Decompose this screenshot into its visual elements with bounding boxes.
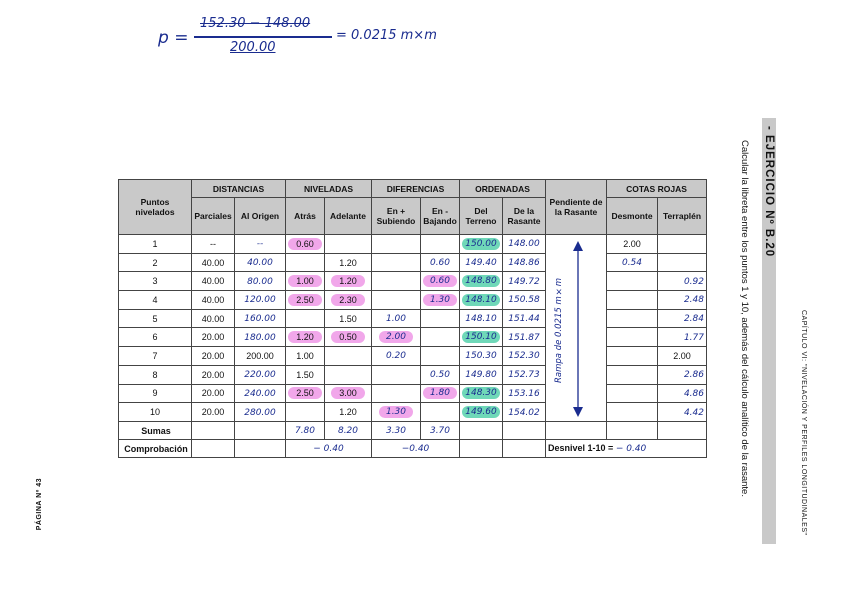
table-row bbox=[119, 403, 707, 422]
cell-p bbox=[119, 403, 192, 422]
table-row bbox=[119, 309, 707, 328]
chapter-title: CAPÍTULO VI: "NIVELACIÓN Y PERFILES LONGITUDINALES" bbox=[800, 310, 807, 536]
value-trp: 2.00 bbox=[673, 350, 691, 361]
value-p: 9 bbox=[152, 388, 158, 399]
header-rasante: De la Rasante bbox=[503, 198, 546, 235]
value-ade: 3.00 bbox=[331, 387, 365, 399]
cell-des bbox=[607, 235, 658, 254]
table-row bbox=[119, 235, 707, 254]
value-baj: 0.50 bbox=[429, 370, 451, 381]
cell-ter bbox=[460, 291, 503, 310]
header-al-origen: Al Origen bbox=[235, 198, 286, 235]
formula-result: = 0.0215 m×m bbox=[336, 28, 437, 43]
table-row bbox=[119, 253, 707, 272]
value-ade: 1.50 bbox=[339, 313, 357, 324]
cell-ori bbox=[235, 272, 286, 291]
value-ade: 0.50 bbox=[331, 331, 365, 343]
cell-des bbox=[607, 253, 658, 272]
fraction-bar bbox=[194, 36, 332, 38]
table-row bbox=[119, 384, 707, 403]
value-ade: 2.30 bbox=[331, 294, 365, 306]
cell-ade bbox=[325, 272, 372, 291]
cell-par bbox=[192, 384, 235, 403]
sumas-label: Sumas bbox=[119, 422, 192, 440]
cell-ori bbox=[235, 365, 286, 384]
value-atr: 1.00 bbox=[288, 275, 322, 287]
value-ori: 220.00 bbox=[244, 370, 276, 381]
cell-p bbox=[119, 272, 192, 291]
cell-ori bbox=[235, 253, 286, 272]
value-atr: 1.00 bbox=[296, 350, 314, 361]
formula-lhs: p = bbox=[158, 28, 189, 48]
cell-baj bbox=[421, 309, 460, 328]
header-subiendo: En + Subiendo bbox=[372, 198, 421, 235]
cell-ori bbox=[235, 384, 286, 403]
header-distancias: DISTANCIAS bbox=[192, 180, 286, 198]
value-ter: 150.30 bbox=[465, 351, 497, 362]
slope-formula bbox=[158, 12, 458, 62]
header-puntos: Puntos nivelados bbox=[119, 180, 192, 235]
value-par: 40.00 bbox=[201, 294, 225, 305]
cell-par bbox=[192, 235, 235, 254]
cell-baj bbox=[421, 365, 460, 384]
cell-ras bbox=[503, 309, 546, 328]
comprobacion-label: Comprobación bbox=[119, 440, 192, 458]
cell-sub bbox=[372, 347, 421, 366]
cell-ras bbox=[503, 235, 546, 254]
value-ras: 151.44 bbox=[508, 314, 540, 325]
cell-ter bbox=[460, 253, 503, 272]
cell-ade bbox=[325, 235, 372, 254]
header-ordenadas: ORDENADAS bbox=[460, 180, 546, 198]
cell-atr bbox=[286, 291, 325, 310]
value-p: 8 bbox=[152, 369, 158, 380]
cell-sub bbox=[372, 291, 421, 310]
cell-p bbox=[119, 384, 192, 403]
header-atras: Atrás bbox=[286, 198, 325, 235]
cell-atr bbox=[286, 272, 325, 291]
value-par: -- bbox=[210, 238, 216, 249]
cell-ter bbox=[460, 272, 503, 291]
value-p: 4 bbox=[152, 294, 158, 305]
value-p: 2 bbox=[152, 257, 158, 268]
table-body bbox=[119, 235, 707, 422]
value-p: 3 bbox=[152, 276, 158, 287]
cell-trp bbox=[658, 291, 707, 310]
cell-ori bbox=[235, 291, 286, 310]
header-desmonte: Desmonte bbox=[607, 198, 658, 235]
sum-bajando: 3.70 bbox=[429, 426, 451, 436]
table-row bbox=[119, 365, 707, 384]
value-sub: 2.00 bbox=[379, 331, 413, 343]
value-ade: 1.20 bbox=[339, 257, 357, 268]
value-par: 40.00 bbox=[201, 257, 225, 268]
sum-atras: 7.80 bbox=[294, 426, 316, 436]
value-ter: 150.00 bbox=[462, 238, 500, 250]
value-des: 2.00 bbox=[623, 238, 641, 249]
cell-ras bbox=[503, 291, 546, 310]
cell-baj bbox=[421, 347, 460, 366]
value-sub: 0.20 bbox=[385, 351, 407, 362]
cell-atr bbox=[286, 235, 325, 254]
value-baj: 1.30 bbox=[423, 294, 457, 306]
value-ter: 148.10 bbox=[462, 294, 500, 306]
cell-des bbox=[607, 403, 658, 422]
sumas-row bbox=[119, 422, 707, 440]
value-trp: 2.86 bbox=[683, 370, 704, 381]
cell-des bbox=[607, 347, 658, 366]
cell-trp bbox=[658, 253, 707, 272]
desnivel-value: − 0.40 bbox=[615, 444, 647, 454]
header-diferencias: DIFERENCIAS bbox=[372, 180, 460, 198]
value-ori: 240.00 bbox=[244, 388, 276, 399]
cell-baj bbox=[421, 403, 460, 422]
cell-ras bbox=[503, 253, 546, 272]
cell-sub bbox=[372, 235, 421, 254]
cell-ter bbox=[460, 384, 503, 403]
cell-p bbox=[119, 309, 192, 328]
value-par: 20.00 bbox=[201, 332, 225, 343]
value-des: 0.54 bbox=[621, 258, 643, 269]
cell-atr bbox=[286, 365, 325, 384]
cell-trp bbox=[658, 235, 707, 254]
table-row bbox=[119, 272, 707, 291]
value-trp: 2.48 bbox=[683, 295, 704, 306]
value-ras: 149.72 bbox=[508, 276, 540, 287]
header-cotas: COTAS ROJAS bbox=[607, 180, 707, 198]
value-ras: 152.30 bbox=[508, 351, 540, 362]
value-atr: 2.50 bbox=[288, 294, 322, 306]
cell-ade bbox=[325, 291, 372, 310]
exercise-title: - EJERCICIO Nº B.20 bbox=[763, 126, 775, 258]
cell-ter bbox=[460, 403, 503, 422]
value-par: 40.00 bbox=[201, 313, 225, 324]
value-atr: 2.50 bbox=[288, 387, 322, 399]
value-ter: 148.30 bbox=[462, 387, 500, 399]
slope-note: Rampa de 0.0215 m×m bbox=[554, 277, 564, 383]
cell-sub bbox=[372, 272, 421, 291]
value-baj: 1.80 bbox=[423, 387, 457, 399]
desnivel-label: Desnivel 1-10 = bbox=[548, 443, 614, 453]
exercise-description: Calcular la libreta entre los puntos 1 y 10, además del cálculo analítico de la rasante. bbox=[739, 140, 750, 497]
value-ras: 148.86 bbox=[508, 258, 540, 269]
cell-ter bbox=[460, 347, 503, 366]
sum-subiendo: 3.30 bbox=[385, 426, 407, 436]
cell-trp bbox=[658, 384, 707, 403]
value-ras: 152.73 bbox=[508, 370, 540, 381]
value-trp: 1.77 bbox=[683, 332, 704, 343]
value-ras: 150.58 bbox=[508, 295, 540, 306]
cell-atr bbox=[286, 253, 325, 272]
cell-ras bbox=[503, 347, 546, 366]
value-ras: 153.16 bbox=[508, 388, 540, 399]
check-diferencias: −0.40 bbox=[401, 444, 430, 454]
formula-numerator: 152.30 − 148.00 bbox=[200, 16, 311, 31]
cell-par bbox=[192, 309, 235, 328]
header-terraplen: Terraplén bbox=[658, 198, 707, 235]
value-baj: 0.60 bbox=[423, 275, 457, 287]
header-bajando: En - Bajando bbox=[421, 198, 460, 235]
value-ter: 149.80 bbox=[465, 370, 497, 381]
cell-trp bbox=[658, 309, 707, 328]
header-adelante: Adelante bbox=[325, 198, 372, 235]
value-ori: 160.00 bbox=[244, 314, 276, 325]
cell-ade bbox=[325, 403, 372, 422]
cell-trp bbox=[658, 328, 707, 347]
cell-des bbox=[607, 309, 658, 328]
header-pendiente: Pendiente de la Rasante bbox=[546, 180, 607, 235]
cell-ter bbox=[460, 309, 503, 328]
cell-ade bbox=[325, 253, 372, 272]
cell-par bbox=[192, 328, 235, 347]
value-ter: 148.80 bbox=[462, 275, 500, 287]
cell-baj bbox=[421, 235, 460, 254]
cell-par bbox=[192, 365, 235, 384]
cell-ade bbox=[325, 384, 372, 403]
value-par: 20.00 bbox=[201, 369, 225, 380]
value-p: 1 bbox=[152, 238, 158, 249]
value-ter: 148.10 bbox=[465, 314, 497, 325]
value-ori: 40.00 bbox=[247, 258, 273, 269]
cell-baj bbox=[421, 253, 460, 272]
cell-par bbox=[192, 291, 235, 310]
cell-des bbox=[607, 328, 658, 347]
cell-ori bbox=[235, 403, 286, 422]
cell-trp bbox=[658, 365, 707, 384]
value-ori: -- bbox=[256, 239, 264, 250]
header-niveladas: NIVELADAS bbox=[286, 180, 372, 198]
cell-baj bbox=[421, 291, 460, 310]
value-atr: 1.50 bbox=[296, 369, 314, 380]
cell-trp bbox=[658, 272, 707, 291]
value-ade: 1.20 bbox=[331, 275, 365, 287]
value-trp: 4.42 bbox=[683, 407, 704, 418]
value-ter: 150.10 bbox=[462, 331, 500, 343]
cell-ras bbox=[503, 328, 546, 347]
cell-atr bbox=[286, 347, 325, 366]
value-trp: 4.86 bbox=[683, 388, 704, 399]
cell-ras bbox=[503, 365, 546, 384]
value-ori: 80.00 bbox=[247, 276, 273, 287]
value-p: 5 bbox=[152, 313, 158, 324]
cell-sub bbox=[372, 384, 421, 403]
value-trp: 0.92 bbox=[683, 276, 704, 287]
value-ter: 149.40 bbox=[465, 258, 497, 269]
value-atr: 1.20 bbox=[288, 331, 322, 343]
value-sub: 1.30 bbox=[379, 406, 413, 418]
value-ras: 148.00 bbox=[508, 239, 540, 250]
value-ade: 1.20 bbox=[339, 407, 357, 418]
slope-cell bbox=[546, 235, 607, 422]
value-par: 20.00 bbox=[201, 407, 225, 418]
value-ori: 180.00 bbox=[244, 332, 276, 343]
cell-par bbox=[192, 403, 235, 422]
value-ori: 120.00 bbox=[244, 295, 276, 306]
cell-ras bbox=[503, 384, 546, 403]
cell-ter bbox=[460, 235, 503, 254]
cell-trp bbox=[658, 347, 707, 366]
leveling-table bbox=[118, 179, 707, 458]
cell-par bbox=[192, 347, 235, 366]
cell-atr bbox=[286, 403, 325, 422]
value-atr: 0.60 bbox=[288, 238, 322, 250]
value-p: 10 bbox=[149, 407, 160, 418]
cell-ade bbox=[325, 347, 372, 366]
value-par: 40.00 bbox=[201, 276, 225, 287]
cell-sub bbox=[372, 253, 421, 272]
value-p: 6 bbox=[152, 332, 158, 343]
value-par: 20.00 bbox=[201, 388, 225, 399]
value-ori: 280.00 bbox=[244, 407, 276, 418]
cell-p bbox=[119, 253, 192, 272]
value-trp: 2.84 bbox=[683, 314, 704, 325]
formula-denominator: 200.00 bbox=[230, 40, 276, 55]
cell-baj bbox=[421, 384, 460, 403]
cell-sub bbox=[372, 403, 421, 422]
value-p: 7 bbox=[152, 350, 158, 361]
cell-des bbox=[607, 291, 658, 310]
cell-ori bbox=[235, 347, 286, 366]
cell-ras bbox=[503, 272, 546, 291]
value-baj: 0.60 bbox=[429, 258, 451, 269]
cell-atr bbox=[286, 309, 325, 328]
cell-sub bbox=[372, 365, 421, 384]
table-row bbox=[119, 291, 707, 310]
cell-atr bbox=[286, 328, 325, 347]
cell-sub bbox=[372, 328, 421, 347]
comprobacion-row bbox=[119, 440, 707, 458]
cell-ade bbox=[325, 328, 372, 347]
value-ras: 151.87 bbox=[508, 332, 540, 343]
cell-ori bbox=[235, 328, 286, 347]
cell-des bbox=[607, 384, 658, 403]
header-parciales: Parciales bbox=[192, 198, 235, 235]
cell-p bbox=[119, 365, 192, 384]
table-row bbox=[119, 347, 707, 366]
value-par: 20.00 bbox=[201, 350, 225, 361]
cell-des bbox=[607, 272, 658, 291]
value-sub: 1.00 bbox=[385, 314, 407, 325]
cell-ade bbox=[325, 365, 372, 384]
cell-p bbox=[119, 328, 192, 347]
cell-baj bbox=[421, 328, 460, 347]
cell-ori bbox=[235, 309, 286, 328]
value-ras: 154.02 bbox=[508, 407, 540, 418]
header-terreno: Del Terreno bbox=[460, 198, 503, 235]
cell-p bbox=[119, 291, 192, 310]
cell-par bbox=[192, 272, 235, 291]
cell-ras bbox=[503, 403, 546, 422]
value-ter: 149.60 bbox=[462, 406, 500, 418]
cell-par bbox=[192, 253, 235, 272]
cell-ter bbox=[460, 328, 503, 347]
page-number: PÁGINA Nº 43 bbox=[36, 478, 43, 531]
cell-sub bbox=[372, 309, 421, 328]
cell-p bbox=[119, 347, 192, 366]
sum-adelante: 8.20 bbox=[337, 426, 359, 436]
cell-atr bbox=[286, 384, 325, 403]
cell-baj bbox=[421, 272, 460, 291]
cell-ade bbox=[325, 309, 372, 328]
cell-ter bbox=[460, 365, 503, 384]
value-ori: 200.00 bbox=[246, 350, 274, 361]
check-niveladas: − 0.40 bbox=[313, 444, 344, 454]
cell-des bbox=[607, 365, 658, 384]
table-row bbox=[119, 328, 707, 347]
cell-ori bbox=[235, 235, 286, 254]
cell-trp bbox=[658, 403, 707, 422]
cell-p bbox=[119, 235, 192, 254]
